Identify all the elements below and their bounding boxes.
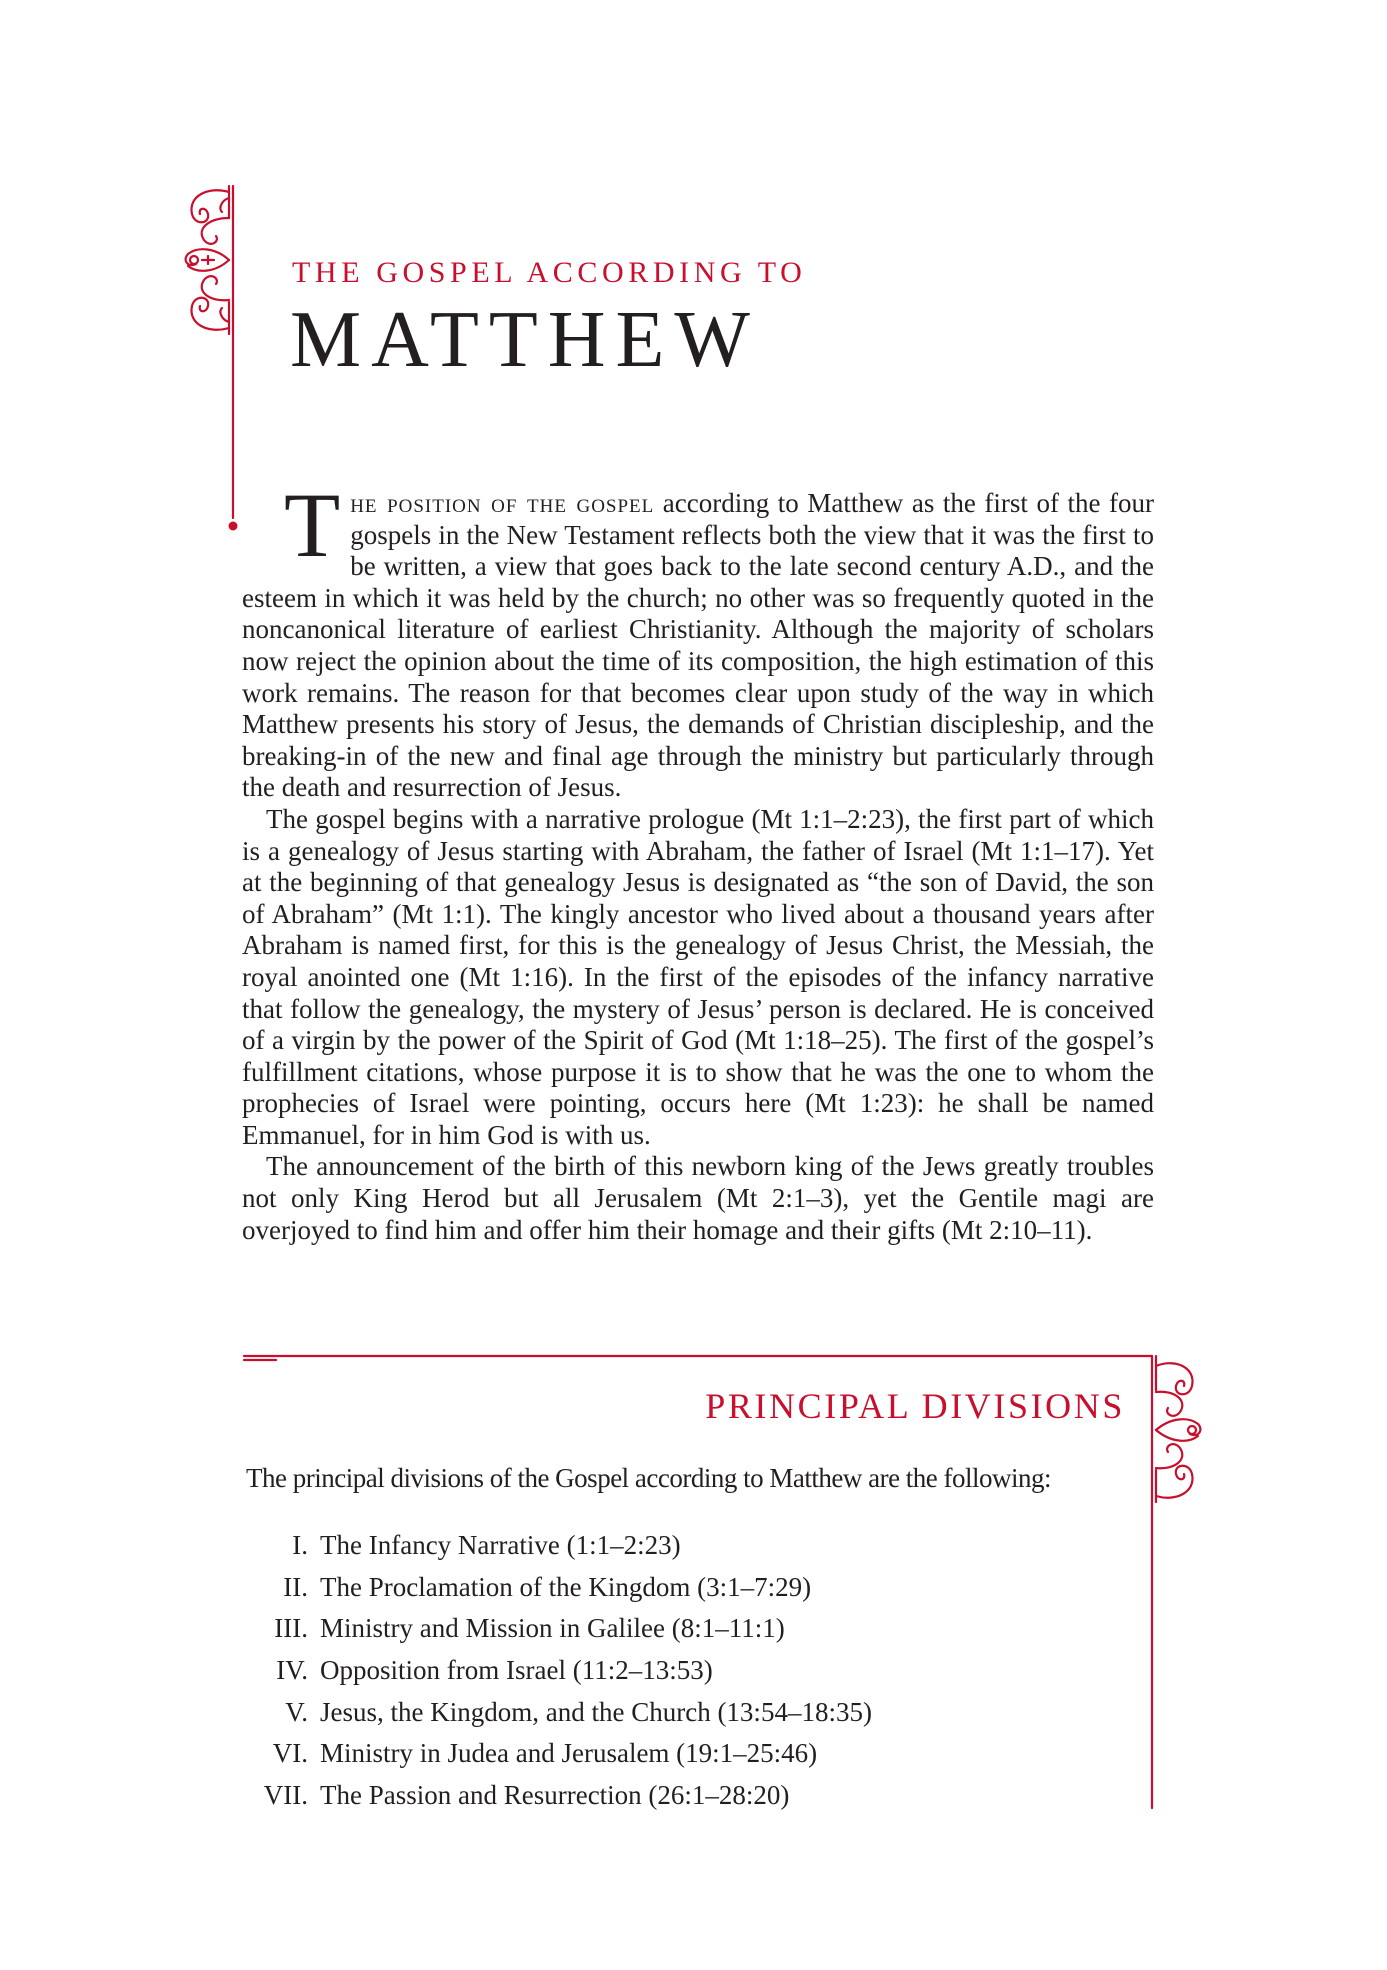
division-numeral: III. <box>274 1613 308 1644</box>
division-item <box>240 1775 872 1817</box>
divisions-intro: The principal divisions of the Gospel according to Matthew are the following: <box>246 1463 1052 1493</box>
drop-cap: T <box>284 474 341 576</box>
intro-paragraph: The gospel begins with a narrative prologue (Mt 1:1–2:23), the first part of which is a genealogy of Jesus starting with Abraham, the father of Israel (Mt 1:1–17). Yet at the beginning of that genealogy Jesus is designated as “the son of David, the son of Abraham” (Mt 1:1). The kingly ancestor who lived about a thousand years after Abraham is named first, for this is the genealogy of Jesus Christ, the Messiah, the royal anointed one (Mt 1:16). In the first of the episodes of the infancy narrative that follow the genealogy, the mystery of Jesus’ person is declared. He is conceived of a virgin by the power of the Spirit of God (Mt 1:18–25). The first of the gospel’s fulfillment citations, whose purpose it is to show that he was the one to whom the prophecies of Israel were pointing, occurs here (Mt 1:23): he shall be named Emmanuel, for in him God is with us. <box>242 803 1154 1150</box>
division-item <box>240 1650 872 1692</box>
division-numeral: VII. <box>263 1779 308 1810</box>
divisions-list <box>240 1525 872 1816</box>
division-text: The Infancy Narrative (1:1–2:23) <box>320 1530 681 1561</box>
division-text: Opposition from Israel (11:2–13:53) <box>320 1655 713 1686</box>
gospel-subtitle: THE GOSPEL ACCORDING TO <box>292 256 807 289</box>
division-text: The Proclamation of the Kingdom (3:1–7:29) <box>320 1571 812 1602</box>
division-item <box>240 1691 872 1733</box>
division-numeral: IV. <box>276 1655 308 1686</box>
division-item <box>240 1608 872 1650</box>
division-numeral: II. <box>283 1571 308 1602</box>
division-numeral: V. <box>285 1696 308 1727</box>
division-item <box>240 1567 872 1609</box>
intro-paragraph <box>242 474 1154 804</box>
division-text: Ministry in Judea and Jerusalem (19:1–25:46) <box>320 1738 818 1769</box>
division-text: Ministry and Mission in Galilee (8:1–11:1) <box>320 1613 785 1644</box>
division-numeral: I. <box>292 1530 308 1561</box>
introduction-text <box>242 474 1154 1246</box>
lead-in: he position of the gospel <box>350 488 655 518</box>
division-numeral: VI. <box>272 1738 308 1769</box>
page-title: MATTHEW <box>290 296 760 384</box>
divisions-heading: PRINCIPAL DIVISIONS <box>705 1386 1125 1426</box>
division-item <box>240 1525 872 1567</box>
division-text: The Passion and Resurrection (26:1–28:20) <box>320 1779 790 1810</box>
division-text: Jesus, the Kingdom, and the Church (13:54–18:35) <box>320 1696 872 1727</box>
intro-paragraph: The announcement of the birth of this newborn king of the Jews greatly troubles not only King Herod but all Jerusalem (Mt 2:1–3), yet the Gentile magi are overjoyed to find him and offer him their homage and their gifts (Mt 2:10–11). <box>242 1151 1154 1245</box>
intro-paragraph-text: according to Matthew as the first of the four gospels in the New Testament reflects both the view that it was the first to be written, a view that goes back to the late second century A.D., and the esteem in which it was held by the church; no other was so frequently quoted in the noncanonical literature of earliest Christianity. Although the majority of scholars now reject the opinion about the time of its composition, the high estimation of this work remains. The reason for that becomes clear upon study of the way in which Matthew presents his story of Jesus, the demands of Christian discipleship, and the breaking-in of the new and final age through the ministry but particularly through the death and resurrection of Jesus. <box>242 488 1154 803</box>
division-item <box>240 1733 872 1775</box>
